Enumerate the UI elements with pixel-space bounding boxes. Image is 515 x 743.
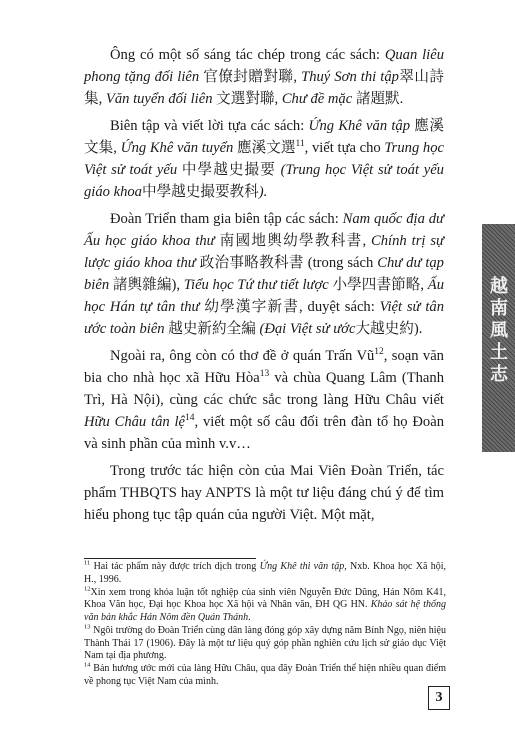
footnote-marker: 11 [84,559,91,567]
paragraph [84,208,444,340]
text-run: Tiểu học Tứ thư tiết lược [183,277,329,293]
text-run: 翠山詩集, [84,69,444,107]
text-run: 中學越史撮要教科 [141,184,259,200]
text-run: Khảo sát hệ thống văn bản khắc Hán Nôm đền Quán Thánh [84,599,447,623]
footnotes [84,561,446,689]
main-text [84,44,444,531]
footnote-marker: 11 [295,139,305,150]
text-run: Ứng Khê văn tuyển [120,140,234,156]
footnote-marker: 14 [185,413,195,424]
text-run: Ấu học Hán tự tân thư [84,277,445,315]
footnote [84,625,446,663]
text-run: Ngoài ra, ông còn có thơ đề ở quán Trấn Vũ [110,348,375,364]
text-run: , Nxb. Khoa học Xã hội, H., 1996. [84,561,447,585]
text-run: Việt sử tân ước toàn biên [84,299,444,337]
text-run: Ngôi trường do Đoàn Triển cùng dân làng đóng góp xây dựng năm Bính Ngọ, niên hiệu Thành Thái 17 (1906). Đây là một tư liệu quý góp phần nghiên cứu lịch sử giáo dục Việt Nam tại địa phương. [84,624,446,662]
footnote-marker: 14 [84,661,91,669]
footnote-marker: 12 [84,585,91,593]
text-run: (Trung học Việt sử toát yếu giáo khoa [84,162,444,200]
text-run: Chính trị sự lược giáo khoa thư [84,233,444,271]
text-run: Hai tác phẩm này được trích dịch trong [90,561,260,572]
text-run: và chùa Quang Lâm (Thanh Trì, Hà Nội), cùng các chức sắc trong làng Hữu Châu viết [84,370,444,408]
text-run: , viết tựa cho [304,140,385,156]
footnote [84,663,446,688]
paragraph [84,460,444,526]
footnote-marker: 13 [259,369,270,380]
text-run: 大越史約). [355,321,423,337]
text-run: 南國地輿幼學教科書, [214,233,372,249]
text-run: Thuý Sơn thi tập [301,69,399,85]
paragraph [84,115,444,203]
text-run: Văn tuyển đối liên [105,91,213,107]
text-run: Ứng Khê văn tập [308,118,410,134]
text-run: 應溪文集, [84,118,444,156]
text-run: Quan liêu phong tặng đối liên [84,47,444,85]
text-run: Chư đề mặc [281,91,353,107]
text-run: Trong trước tác hiện còn của Mai Viên Đoàn Triển, tác phẩm THBQTS hay ANPTS là một tư liệu đáng chú ý để tìm hiểu phong tục tập quán của người Việt. Một mặt, [84,463,444,523]
text-run: Bản hương ước mới của làng Hữu Châu, qua đây Đoàn Triển thể hiện nhiều quan điểm về phong tục Việt Nam của mình. [84,663,446,687]
side-tab-label: 越南風土志 [487,276,508,386]
text-run: 小學四書節略, [328,277,428,293]
footnote [84,561,446,586]
text-run: , viết một số câu đối trên đàn tổ họ Đoàn và sinh phần của mình v.v… [84,414,445,452]
text-run: Trung học Việt sử toát yếu [84,140,444,178]
text-run: 政治事略教科書 (trong sách [195,255,378,271]
text-run: 中學越史撮要 [177,162,281,178]
text-run: Ứng Khê thi văn tập [259,561,345,572]
text-run: 應溪文選 [233,140,296,156]
footnote-marker: 13 [84,623,91,631]
footnote-separator [84,558,256,559]
footnote [84,587,446,625]
text-run: 官僚封贈對聯, [199,69,302,85]
text-run: 越史新約全編 [164,321,260,337]
text-run: ). [258,184,268,200]
text-run: Nam quốc địa dư Ấu học giáo khoa thư [84,211,444,249]
text-run: 諸題默. [352,91,404,107]
paragraph [84,345,444,455]
page-number: 3 [428,686,450,710]
text-run: Xin xem trong khóa luận tốt nghiệp của sinh viên Nguyễn Đức Dũng, Hán Nôm K41, Khoa Văn học, Đại học Khoa học Xã hội và Nhân văn, ĐH QG HN. [84,586,446,611]
paragraph [84,44,444,110]
text-run: 幼學漢字新書, duyệt sách: [199,299,380,315]
text-run: , soạn văn bia cho nhà học xã Hữu Hòa [84,348,444,386]
text-run: . [248,611,251,623]
text-run: Biên tập và viết lời tựa các sách: [110,118,309,134]
footnote-marker: 12 [374,347,384,358]
text-run: Hữu Châu tân lệ [84,414,186,430]
text-run: Chư dư tạp biên [84,255,444,293]
text-run: 文選對聯, [212,91,282,107]
chapter-side-tab [482,224,515,452]
text-run: Ông có một số sáng tác chép trong các sách: [110,47,385,63]
text-run: Đoàn Triển tham gia biên tập các sách: [110,211,343,227]
text-run: 諸輿雜編), [109,277,184,293]
text-run: (Đại Việt sử ước [259,321,356,337]
